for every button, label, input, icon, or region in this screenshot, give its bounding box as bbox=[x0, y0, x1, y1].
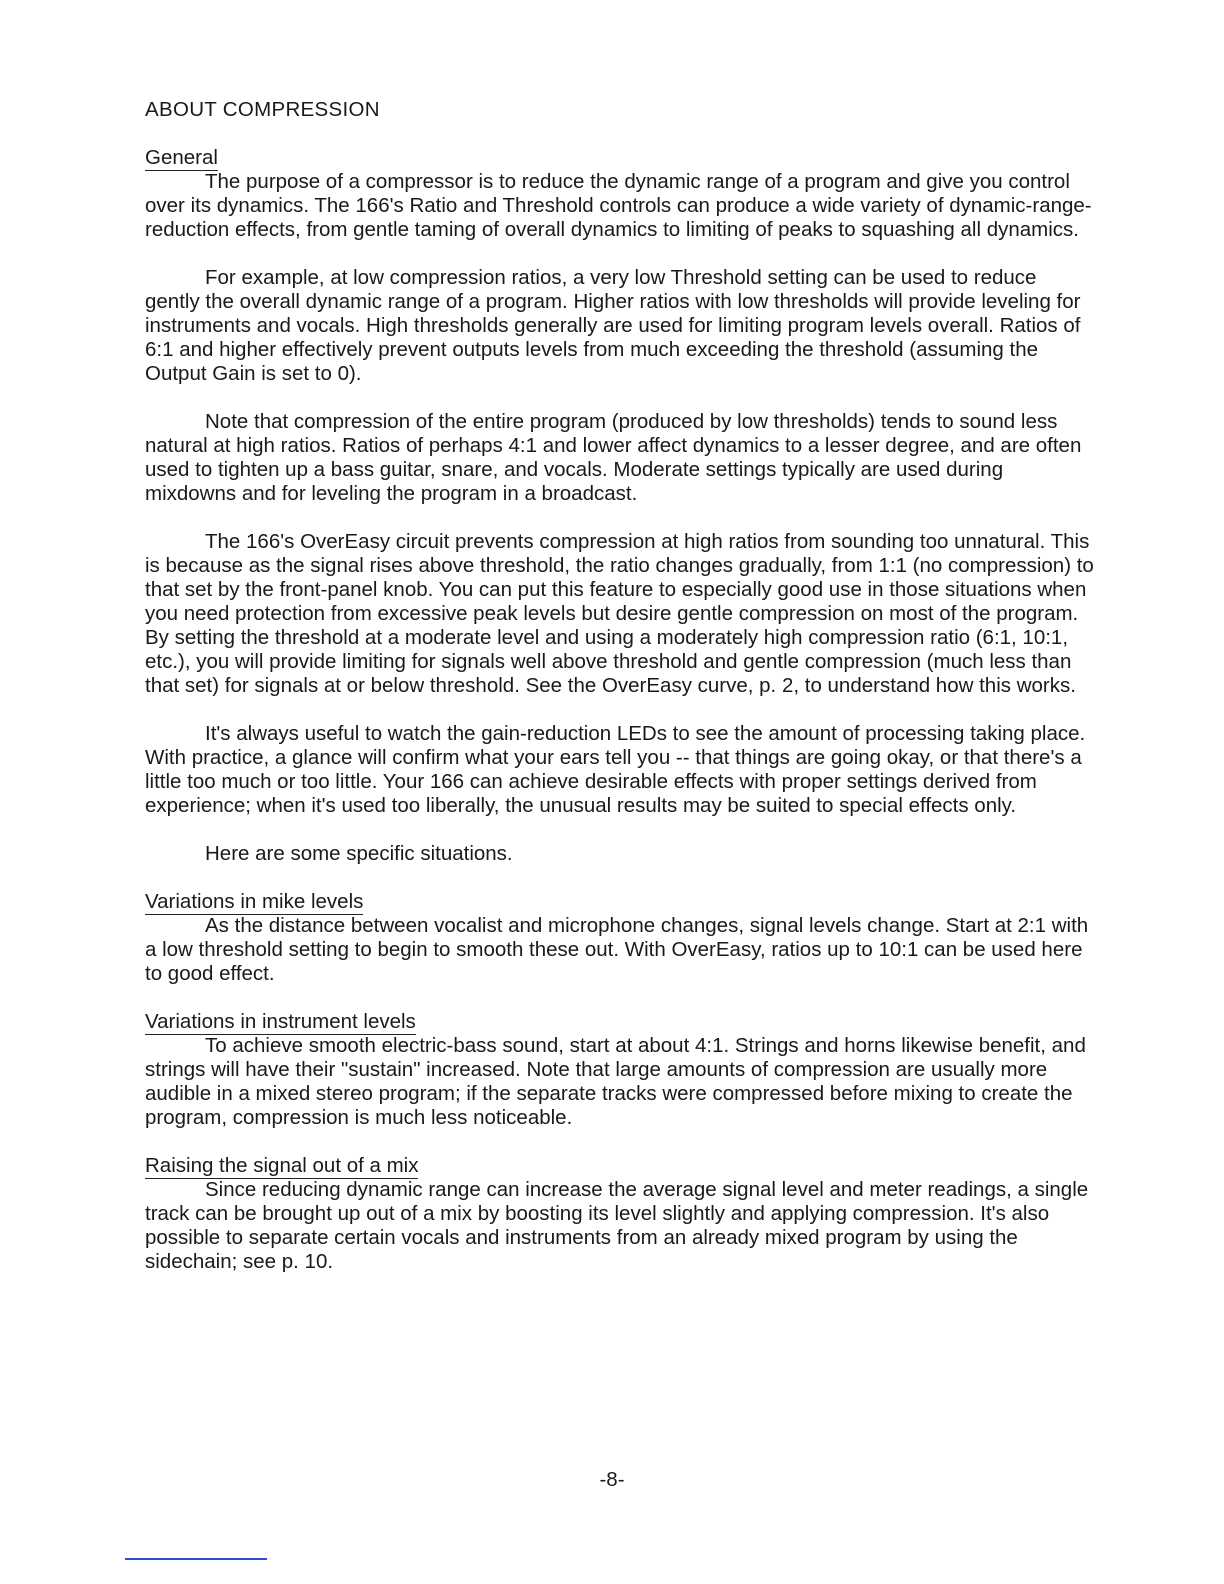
section-mike-levels bbox=[145, 890, 1095, 986]
footer-rule bbox=[125, 1558, 267, 1560]
section-general bbox=[145, 146, 1095, 866]
paragraph: It's always useful to watch the gain-reduction LEDs to see the amount of processing taking place. With practice, a glance will confirm what your ears tell you -- that things are going okay, or that there's a little too much or too little. Your 166 can achieve desirable effects with proper settings derived from experience; when it's used too liberally, the unusual results may be suited to special effects only. bbox=[145, 722, 1086, 817]
page-content bbox=[145, 98, 1095, 1298]
section-raising-signal bbox=[145, 1154, 1095, 1274]
paragraph: As the distance between vocalist and microphone changes, signal levels change. Start at 2:1 with a low threshold setting to begin to smooth these out. With OverEasy, ratios up to 10:1 can be used here to good effect. bbox=[145, 914, 1089, 985]
section-heading: Variations in instrument levels bbox=[145, 1010, 416, 1033]
section-heading: Variations in mike levels bbox=[145, 890, 364, 913]
section-heading: General bbox=[145, 146, 218, 169]
section-instrument-levels bbox=[145, 1010, 1095, 1130]
section-heading: Raising the signal out of a mix bbox=[145, 1154, 419, 1177]
paragraph: The 166's OverEasy circuit prevents compression at high ratios from sounding too unnatural. This is because as the signal rises above threshold, the ratio changes gradually, from 1:1 (no compression) to that set by the front-panel knob. You can put this feature to especially good use in those situations when you need protection from excessive peak levels but desire gentle compression on most of the program. By setting the threshold at a moderate level and using a moderately high compression ratio (6:1, 10:1, etc.), you will provide limiting for signals well above threshold and gentle compression (much less than that set) for signals at or below threshold. See the OverEasy curve, p. 2, to understand how this works. bbox=[145, 530, 1094, 697]
paragraph: Since reducing dynamic range can increase the average signal level and meter readings, a single track can be brought up out of a mix by boosting its level slightly and applying compression. It's also possible to separate certain vocals and instruments from an already mixed program by using the sidechain; see p. 10. bbox=[145, 1178, 1089, 1273]
paragraph: Here are some specific situations. bbox=[205, 842, 513, 865]
page-title: ABOUT COMPRESSION bbox=[145, 98, 380, 121]
paragraph: For example, at low compression ratios, a very low Threshold setting can be used to reduce gently the overall dynamic range of a program. Higher ratios with low thresholds will provide leveling for instruments and vocals. High thresholds generally are used for limiting program levels overall. Ratios of 6:1 and higher effectively prevent outputs levels from much exceeding the threshold (assuming the Output Gain is set to 0). bbox=[145, 266, 1081, 385]
paragraph: The purpose of a compressor is to reduce the dynamic range of a program and give you control over its dynamics. The 166's Ratio and Threshold controls can produce a wide variety of dynamic-range-reduction effects, from gentle taming of overall dynamics to limiting of peaks to squashing all dynamics. bbox=[145, 170, 1092, 241]
page-number: -8- bbox=[599, 1468, 625, 1491]
paragraph: To achieve smooth electric-bass sound, start at about 4:1. Strings and horns likewise benefit, and strings will have their "sustain" increased. Note that large amounts of compression are usually more audible in a mixed stereo program; if the separate tracks were compressed before mixing to create the program, compression is much less noticeable. bbox=[145, 1034, 1086, 1129]
paragraph: Note that compression of the entire program (produced by low thresholds) tends to sound less natural at high ratios. Ratios of perhaps 4:1 and lower affect dynamics to a lesser degree, and are often used to tighten up a bass guitar, snare, and vocals. Moderate settings typically are used during mixdowns and for leveling the program in a broadcast. bbox=[145, 410, 1082, 505]
